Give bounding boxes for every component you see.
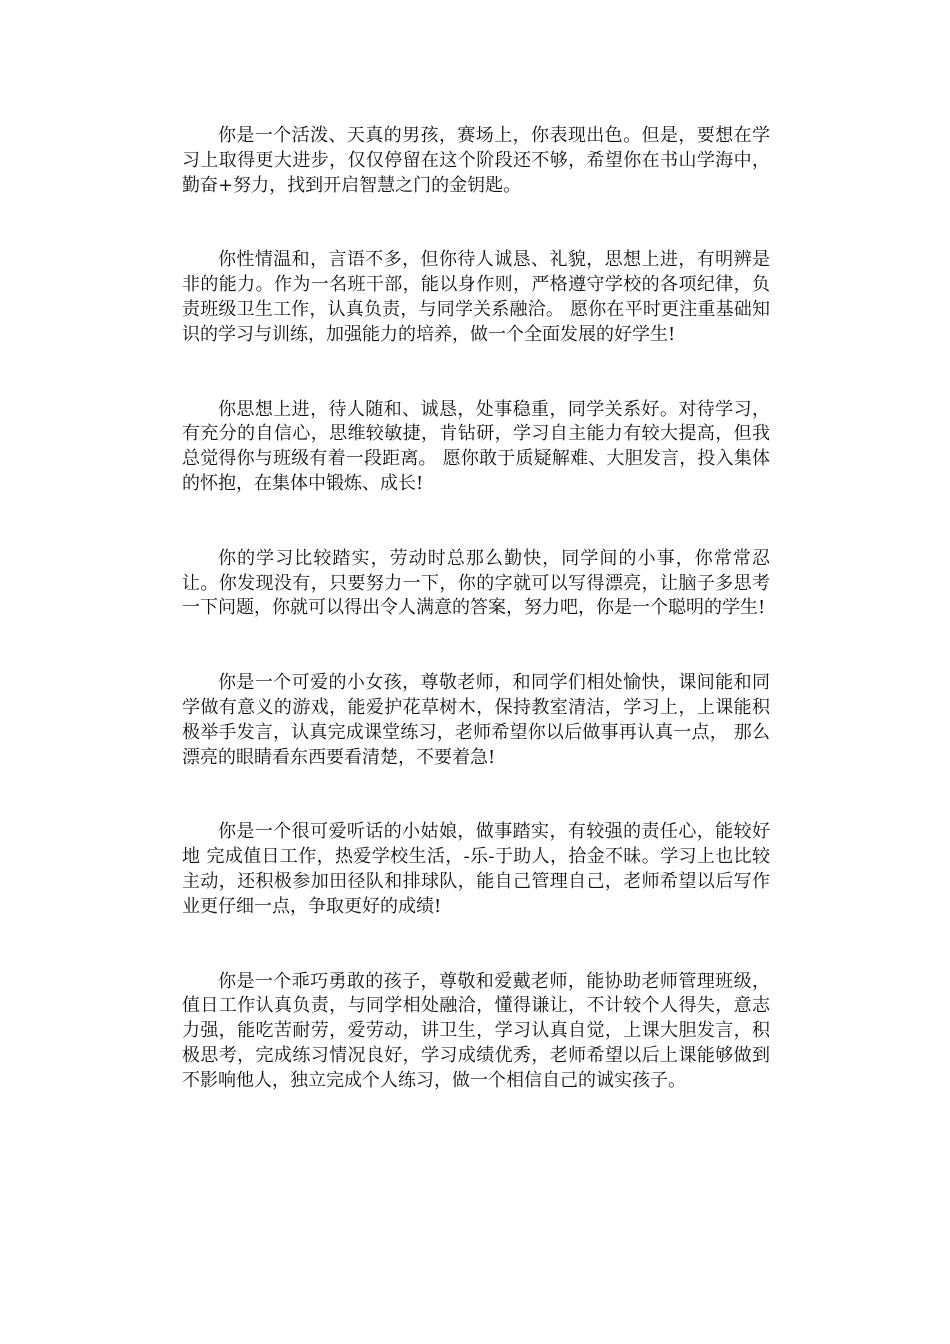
- comment-paragraph-3: 你思想上进，待人随和、诚恳，处事稳重，同学关系好。对待学习，有充分的自信心，思维较敏捷，肯钻研，学习自主能力有较大提高，但我总觉得你与班级有着一段距离。 愿你敢于质疑解难、大胆发言，投入集体的怀抱，在集体中锻炼、成长!: [182, 398, 770, 494]
- comment-paragraph-4: 你的学习比较踏实，劳动时总那么勤快，同学间的小事，你常常忍让。你发现没有，只要努力一下，你的字就可以写得漂亮，让脑子多思考一下问题，你就可以得出令人满意的答案，努力吧，你是一个聪明的学生!: [182, 547, 770, 619]
- comment-paragraph-7: 你是一个乖巧勇敢的孩子，尊敬和爱戴老师，能协助老师管理班级，值日工作认真负责，与同学相处融洽，懂得谦让，不计较个人得失，意志力强，能吃苦耐劳，爱劳动，讲卫生，学习认真自觉，上课大胆发言，积极思考，完成练习情况良好，学习成绩优秀，老师希望以后上课能够做到不影响他人，独立完成个人练习，做一个相信自己的诚实孩子。: [182, 970, 770, 1091]
- comment-paragraph-5: 你是一个可爱的小女孩，尊敬老师，和同学们相处愉快，课间能和同学做有意义的游戏，能爱护花草树木，保持教室清洁，学习上，上课能积极举手发言，认真完成课堂练习，老师希望你以后做事再认真一点， 那么漂亮的眼睛看东西要看清楚，不要着急!: [182, 672, 770, 768]
- comment-paragraph-1: 你是一个活泼、天真的男孩，赛场上，你表现出色。但是，要想在学习上取得更大进步，仅仅停留在这个阶段还不够，希望你在书山学海中，勤奋+努力，找到开启智慧之门的金钥匙。: [182, 125, 770, 196]
- document-body: [182, 124, 770, 1094]
- comment-paragraph-6: 你是一个很可爱听话的小姑娘，做事踏实，有较强的责任心，能较好地 完成值日工作，热爱学校生活，-乐-于助人，拾金不昧。学习上也比较主动，还积极参加田径队和排球队，能自己管理自己，老师希望以后写作业更仔细一点，争取更好的成绩!: [182, 821, 770, 917]
- comment-paragraph-2: 你性情温和，言语不多，但你待人诚恳、礼貌，思想上进，有明辨是非的能力。作为一名班干部，能以身作则，严格遵守学校的各项纪律，负责班级卫生工作，认真负责，与同学关系融洽。 愿你在平时更注重基础知识的学习与训练，加强能力的培养，做一个全面发展的好学生!: [182, 249, 770, 345]
